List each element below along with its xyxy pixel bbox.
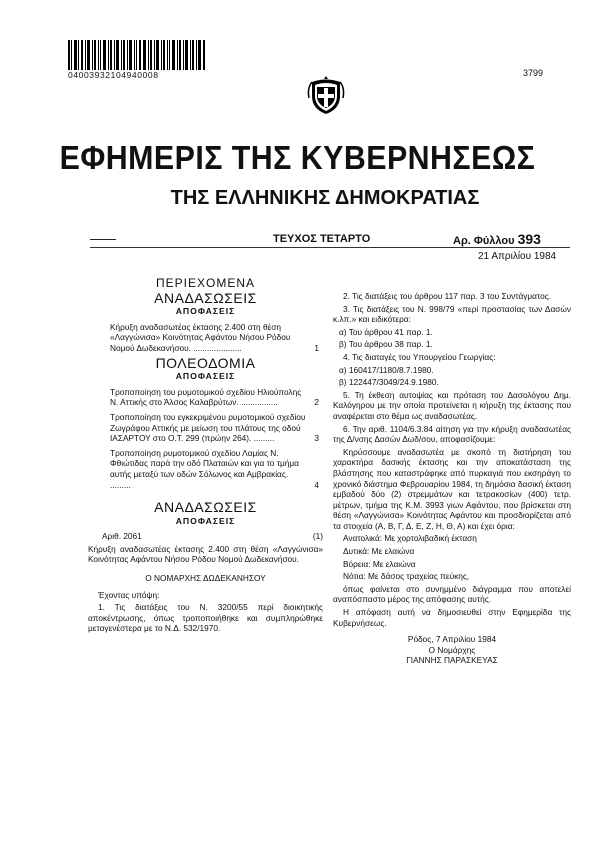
toc-item-page: 3 [314,433,319,444]
decision-number: Αριθ. 2061 [102,531,142,542]
sheet-number: 393 [517,231,541,247]
toc-item-text: Τροποποίηση του εγκεκριμένου ρυμοτομικού σχεδίου Ζωγράφου Αττικής με μείωση του πλάτους της οδού ΙΑΣΑΡΤΟΥ στο Ο.Τ. 299 (πρώην 264). ......... [110,411,306,444]
barcode [68,40,206,70]
toc-section-title: ΠΟΛΕΟΔΟΜΙΑ [155,354,256,371]
divider [90,239,116,240]
divider [90,247,570,248]
boundary-west: Δυτικά: Με ελαιώνα [343,546,415,557]
toc-item-text: Τροποποίηση του ρυμοτομικού σχεδίου Ηλιούπολης Ν. Αττικής στο Άλσος Καλαβρύτων. ................ [110,386,302,408]
page-number: 3799 [523,68,544,78]
decision-subitem: α) 160417/1180/8.7.1980. [339,364,434,375]
decision-subitem: β) 122447/3049/24.9.1980. [339,377,439,388]
toc-item-page: 4 [314,479,319,490]
decision-subitem: α) Του άρθρου 41 παρ. 1. [339,326,433,337]
decision-paragraph: 2. Τις διατάξεις του άρθρου 117 παρ. 3 του Συντάγματος. [343,291,552,301]
sheet-label: Αρ. Φύλλου [453,235,515,247]
boundary-east: Ανατολικά: Με χορτολιβαδική έκταση [343,533,477,544]
toc-heading: ΠΕΡΙΕΧΟΜΕΝΑ [155,276,256,290]
decision-marker: (1) [312,531,323,542]
boundary-north: Βόρεια: Με ελαιώνα [343,558,416,569]
toc-item [88,322,323,354]
toc-item [88,448,323,490]
toc-section-subtitle: ΑΠΟΦΑΣΕΙΣ [175,306,236,317]
decision-paragraph: 5. Τη έκθεση αυτοψίας και πρόταση του Δασολόγου Δημ. Καλόγηρου με την οποία προτείνεται η κήρυξη της έκτασης που αναφέρεται στο θέμα ως αναδασωτέας. [333,389,571,421]
toc-section-subtitle: ΑΠΟΦΑΣΕΙΣ [175,371,236,382]
decision-subitem: β) Του άρθρου 38 παρ. 1. [339,339,433,350]
decision-reference [88,531,323,542]
boundary-south: Νότια: Με δάσος τραχείας πεύκης, [343,571,470,582]
toc-item [88,387,323,408]
signer-name: ΓΙΑΝΝΗΣ ΠΑΡΑΣΚΕΥΑΣ [406,655,498,666]
coat-of-arms-icon [306,76,346,116]
having-regard: Έχοντας υπόψη: [98,589,160,600]
sheet-number-block [453,231,541,247]
place-date: Ρόδος, 7 Απριλίου 1984 [407,634,497,645]
barcode-number: 04003932104940008 [68,70,159,80]
toc-section-title: ΑΝΑΔΑΣΩΣΕΙΣ [154,289,257,306]
left-column [88,278,323,636]
issue-label: ΤΕΥΧΟΣ ΤΕΤΑΡΤΟ [273,233,371,245]
decision-subheading: ΑΠΟΦΑΣΕΙΣ [175,515,236,526]
toc-item [88,412,323,444]
signer-title: Ο Νομάρχης [428,644,476,655]
toc-item-text: Κήρυξη αναδασωτέας έκτασης 2.400 στη θέση «Λαγγώνισα» Κοινότητας Αφάντου Νήσου Ρόδου Νομού Δωδεκανήσου. ..................... [110,321,291,353]
decision-paragraph: Η απόφαση αυτή να δημοσιευθεί στην Εφημερίδα της Κυβερνήσεως. [333,607,571,628]
decision-paragraph: 3. Τις διατάξεις του Ν. 998/79 «περί προστασίας των Δασών κ.λπ.» και ειδικότερα: [333,303,571,325]
decision-paragraph: όπως φαίνεται στο συνημμένο διάγραμμα που αποτελεί αναπόσπαστο μέρος της απόφασης αυτής. [333,583,571,605]
toc-item-text: Τροποποίηση ρυμοτομικού σχεδίου Λαμίας Ν. Φθιώτιδας παρά την οδό Πλαταιών και για το τμήμα αυτής μεταξύ των οδών Σόλωνος και Αμβρακίας. ......... [110,447,299,490]
decision-heading: ΑΝΑΔΑΣΩΣΕΙΣ [154,499,257,516]
decision-paragraph: 4. Τις διαταγές του Υπουργείου Γεωργίας: [343,351,496,362]
page-subtitle: ΤΗΣ ΕΛΛΗΝΙΚΗΣ ΔΗΜΟΚΡΑΤΙΑΣ [170,187,480,209]
toc-item-page: 2 [314,397,319,408]
issue-date: 21 Απριλίου 1984 [478,251,557,262]
decision-summary: Κήρυξη αναδασωτέας έκτασης 2.400 στη θέση «Λαγγώνισα» Κοινότητας Αφάντου Νήσου Ρόδου Νομού Δωδεκανήσου. [88,543,323,565]
decision-paragraph: 1. Τις διατάξεις του Ν. 3200/55 περί διοικητικής αποκέντρωσης, όπως τροποποιήθηκε και συμπληρώθηκε μεταγενέστερα με το Ν.Δ. 532/1970. [88,602,323,634]
decision-paragraph: Κηρύσσουμε αναδασωτέα με σκοπό τη διατήρηση του χαρακτήρα δασικής έκτασης και την αποκατάσταση της βλάστησης που καταστράφηκε από πυρκαγιά που εκσηράγη το χρονικό διάστημα Φεβρουαρίου 1984, τη δημόσια δασική έκταση εμβαδού δύο (2) στρεμμάτων και τετρακοσίων (400) τετρ. μέτρων, τμήμα της Κ.Μ. 3993 γιων Αφάντου, που βρίσκεται στη θέση «Λαγγώνισα» Κοινότητας Αφάντου και προσδιορίζεται από τα στοιχεία (Α, Β, Γ, Δ, Ε, Ζ, Η, Θ, Α) και έχει όρια: [333,446,571,531]
page-title: ΕΦΗΜΕΡΙΣ ΤΗΣ ΚΥΒΕΡΝΗΣΕΩΣ [59,139,536,176]
toc-item-page: 1 [314,342,319,353]
decision-paragraph: 6. Την αριθ. 1104/6.3.84 αίτηση για την κήρυξη αναδασωτέας της Δ/νσης Δασών Δωδ/σου, αποφασίζουμε: [333,423,571,445]
right-column [333,291,571,666]
decision-issuer: Ο ΝΟΜΑΡΧΗΣ ΔΩΔΕΚΑΝΗΣΟΥ [145,573,266,584]
